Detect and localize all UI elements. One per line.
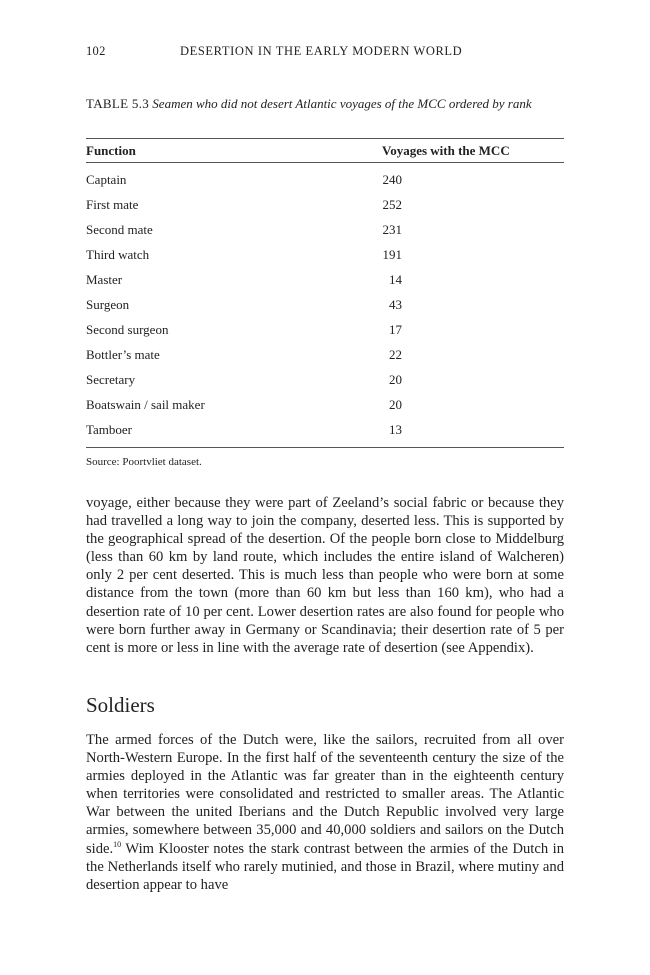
table-body bbox=[86, 172, 564, 447]
cell-voyages: 20 bbox=[389, 372, 402, 387]
page-number: 102 bbox=[86, 44, 106, 58]
footnote-marker[interactable]: 10 bbox=[113, 839, 122, 849]
table-source-note: Source: Poortvliet dataset. bbox=[86, 456, 202, 468]
table-row bbox=[86, 247, 564, 272]
cell-function: Tamboer bbox=[86, 422, 133, 437]
cell-voyages: 252 bbox=[382, 197, 402, 212]
cell-voyages: 231 bbox=[382, 222, 402, 237]
cell-function: Master bbox=[86, 272, 123, 287]
cell-function: First mate bbox=[86, 197, 139, 212]
cell-function: Surgeon bbox=[86, 297, 130, 312]
table-row bbox=[86, 397, 564, 422]
table-row bbox=[86, 197, 564, 222]
cell-voyages: 14 bbox=[389, 272, 402, 287]
table-row bbox=[86, 372, 564, 397]
table-row bbox=[86, 272, 564, 297]
table-row bbox=[86, 347, 564, 372]
cell-function: Third watch bbox=[86, 247, 150, 262]
table-row bbox=[86, 222, 564, 247]
body-paragraph: voyage, either because they were part of Zeeland’s social fabric or because they had travelled a long way to join the company, deserted less. This is supported by the geographical spread of the desertion. Of the people born close to Middelburg (less than 60 km by land route, which includes the entire island of Walcheren) only 2 per cent deserted. This is much less than people who were born at some distance from the town (more than 60 km but less than 160 km), who had a desertion rate of 10 per cent. Lower desertion rates are also found for people who were born further away in Germany or Scandinavia; their desertion rate of 5 per cent is more or less in line with the average rate of desertion (see Appendix). bbox=[86, 495, 564, 656]
table-header-rule bbox=[86, 162, 564, 163]
table-bottom-rule bbox=[86, 447, 564, 448]
cell-function: Bottler’s mate bbox=[86, 347, 160, 362]
table-row bbox=[86, 297, 564, 322]
cell-voyages: 13 bbox=[389, 422, 402, 437]
cell-function: Captain bbox=[86, 172, 127, 187]
body-paragraph bbox=[86, 731, 564, 894]
running-head-title: DESERTION IN THE EARLY MODERN WORLD bbox=[180, 44, 463, 58]
paragraph-text: Wim Klooster notes the stark contrast between the armies of the Dutch in the Netherlands itself who rarely mutinied, and those in Brazil, where mutiny and desertion appear to have bbox=[86, 840, 564, 893]
cell-function: Second surgeon bbox=[86, 322, 169, 337]
cell-function: Second mate bbox=[86, 222, 153, 237]
table-caption-text: Seamen who did not desert Atlantic voyages of the MCC ordered by rank bbox=[152, 96, 532, 111]
table-row bbox=[86, 322, 564, 347]
table-row bbox=[86, 172, 564, 197]
table-top-rule bbox=[86, 138, 564, 139]
column-header-voyages: Voyages with the MCC bbox=[382, 143, 510, 158]
cell-function: Secretary bbox=[86, 372, 136, 387]
cell-voyages: 17 bbox=[389, 322, 402, 337]
cell-voyages: 20 bbox=[389, 397, 402, 412]
cell-voyages: 240 bbox=[382, 172, 402, 187]
paragraph-text: The armed forces of the Dutch were, like the sailors, recruited from all over North-Western Europe. In the first half of the seventeenth century the size of the armies deployed in the Atlantic was far greater than in the eighteenth century when territories were consolidated and restricted to smaller areas. The Atlantic War between the united Iberians and the Dutch Republic involved very large armies, somewhere between 35,000 and 40,000 soldiers and sailors on the Dutch side. bbox=[86, 732, 564, 857]
table-caption bbox=[86, 96, 564, 111]
table-label: TABLE 5.3 bbox=[86, 96, 150, 111]
cell-voyages: 191 bbox=[382, 247, 402, 262]
cell-voyages: 43 bbox=[389, 297, 402, 312]
table-row bbox=[86, 422, 564, 447]
cell-function: Boatswain / sail maker bbox=[86, 397, 205, 412]
section-heading: Soldiers bbox=[86, 693, 155, 717]
cell-voyages: 22 bbox=[389, 347, 402, 362]
column-header-function: Function bbox=[86, 143, 136, 158]
